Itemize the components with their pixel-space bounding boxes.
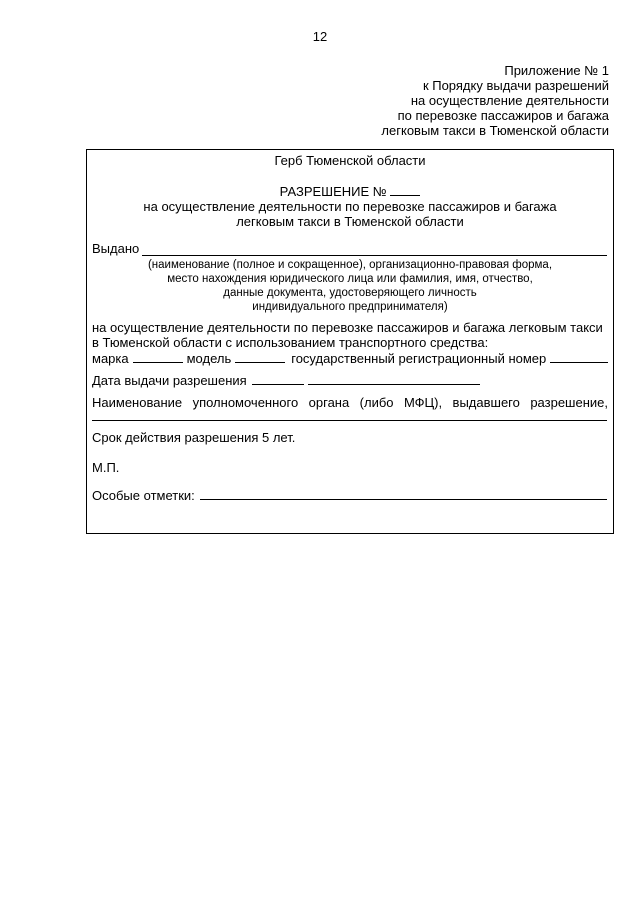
appendix-header	[309, 63, 609, 138]
page-number: 12	[312, 29, 328, 44]
issued-hint-line: индивидуального предпринимателя)	[252, 301, 448, 313]
authority-field[interactable]	[92, 420, 607, 421]
appendix-line: на осуществление деятельности	[410, 93, 609, 108]
permit-number-field[interactable]	[390, 183, 420, 196]
issue-date-label: Дата выдачи разрешения	[92, 373, 247, 388]
issued-to-field[interactable]	[142, 255, 607, 256]
issued-hint-line: данные документа, удостоверяющего личность	[223, 287, 477, 299]
permit-title	[87, 183, 613, 200]
reg-number-label: государственный регистрационный номер	[291, 351, 547, 366]
brand-label: марка	[92, 351, 129, 366]
issued-hint-line: место нахождения юридического лица или фамилия, имя, отчество,	[167, 273, 533, 285]
validity-text: Срок действия разрешения 5 лет.	[92, 430, 296, 445]
appendix-line: к Порядку выдачи разрешений	[422, 78, 609, 93]
permit-subtitle-line1: на осуществление деятельности по перевозке пассажиров и багажа	[143, 199, 557, 214]
issue-date-field[interactable]	[252, 372, 304, 385]
brand-field[interactable]	[133, 350, 183, 363]
reg-number-field[interactable]	[550, 350, 608, 363]
seal-placeholder: М.П.	[92, 460, 120, 475]
vehicle-row	[92, 350, 608, 367]
purpose-line1: на осуществление деятельности по перевозке пассажиров и багажа легковым такси	[92, 320, 603, 335]
permit-form	[86, 149, 614, 534]
appendix-line: по перевозке пассажиров и багажа	[397, 108, 609, 123]
issued-hint-line: (наименование (полное и сокращенное), организационно-правовая форма,	[147, 259, 553, 271]
purpose-line2: в Тюменской области с использованием транспортного средства:	[92, 335, 489, 350]
permit-subtitle-line2: легковым такси в Тюменской области	[236, 214, 464, 229]
notes-row	[92, 487, 607, 504]
permit-title-text: РАЗРЕШЕНИЕ №	[279, 184, 387, 199]
appendix-line: легковым такси в Тюменской области	[381, 123, 609, 138]
notes-field[interactable]	[200, 487, 607, 500]
authority-label: Наименование уполномоченного органа (либо МФЦ), выдавшего разрешение,	[92, 395, 608, 410]
issue-date-field-extra[interactable]	[308, 372, 480, 385]
coat-of-arms-label: Герб Тюменской области	[274, 153, 426, 168]
issue-date-row	[92, 372, 480, 389]
issued-label: Выдано	[92, 241, 140, 256]
appendix-line: Приложение № 1	[504, 63, 609, 78]
model-field[interactable]	[235, 350, 285, 363]
model-label: модель	[186, 351, 232, 366]
notes-label: Особые отметки:	[92, 488, 195, 503]
